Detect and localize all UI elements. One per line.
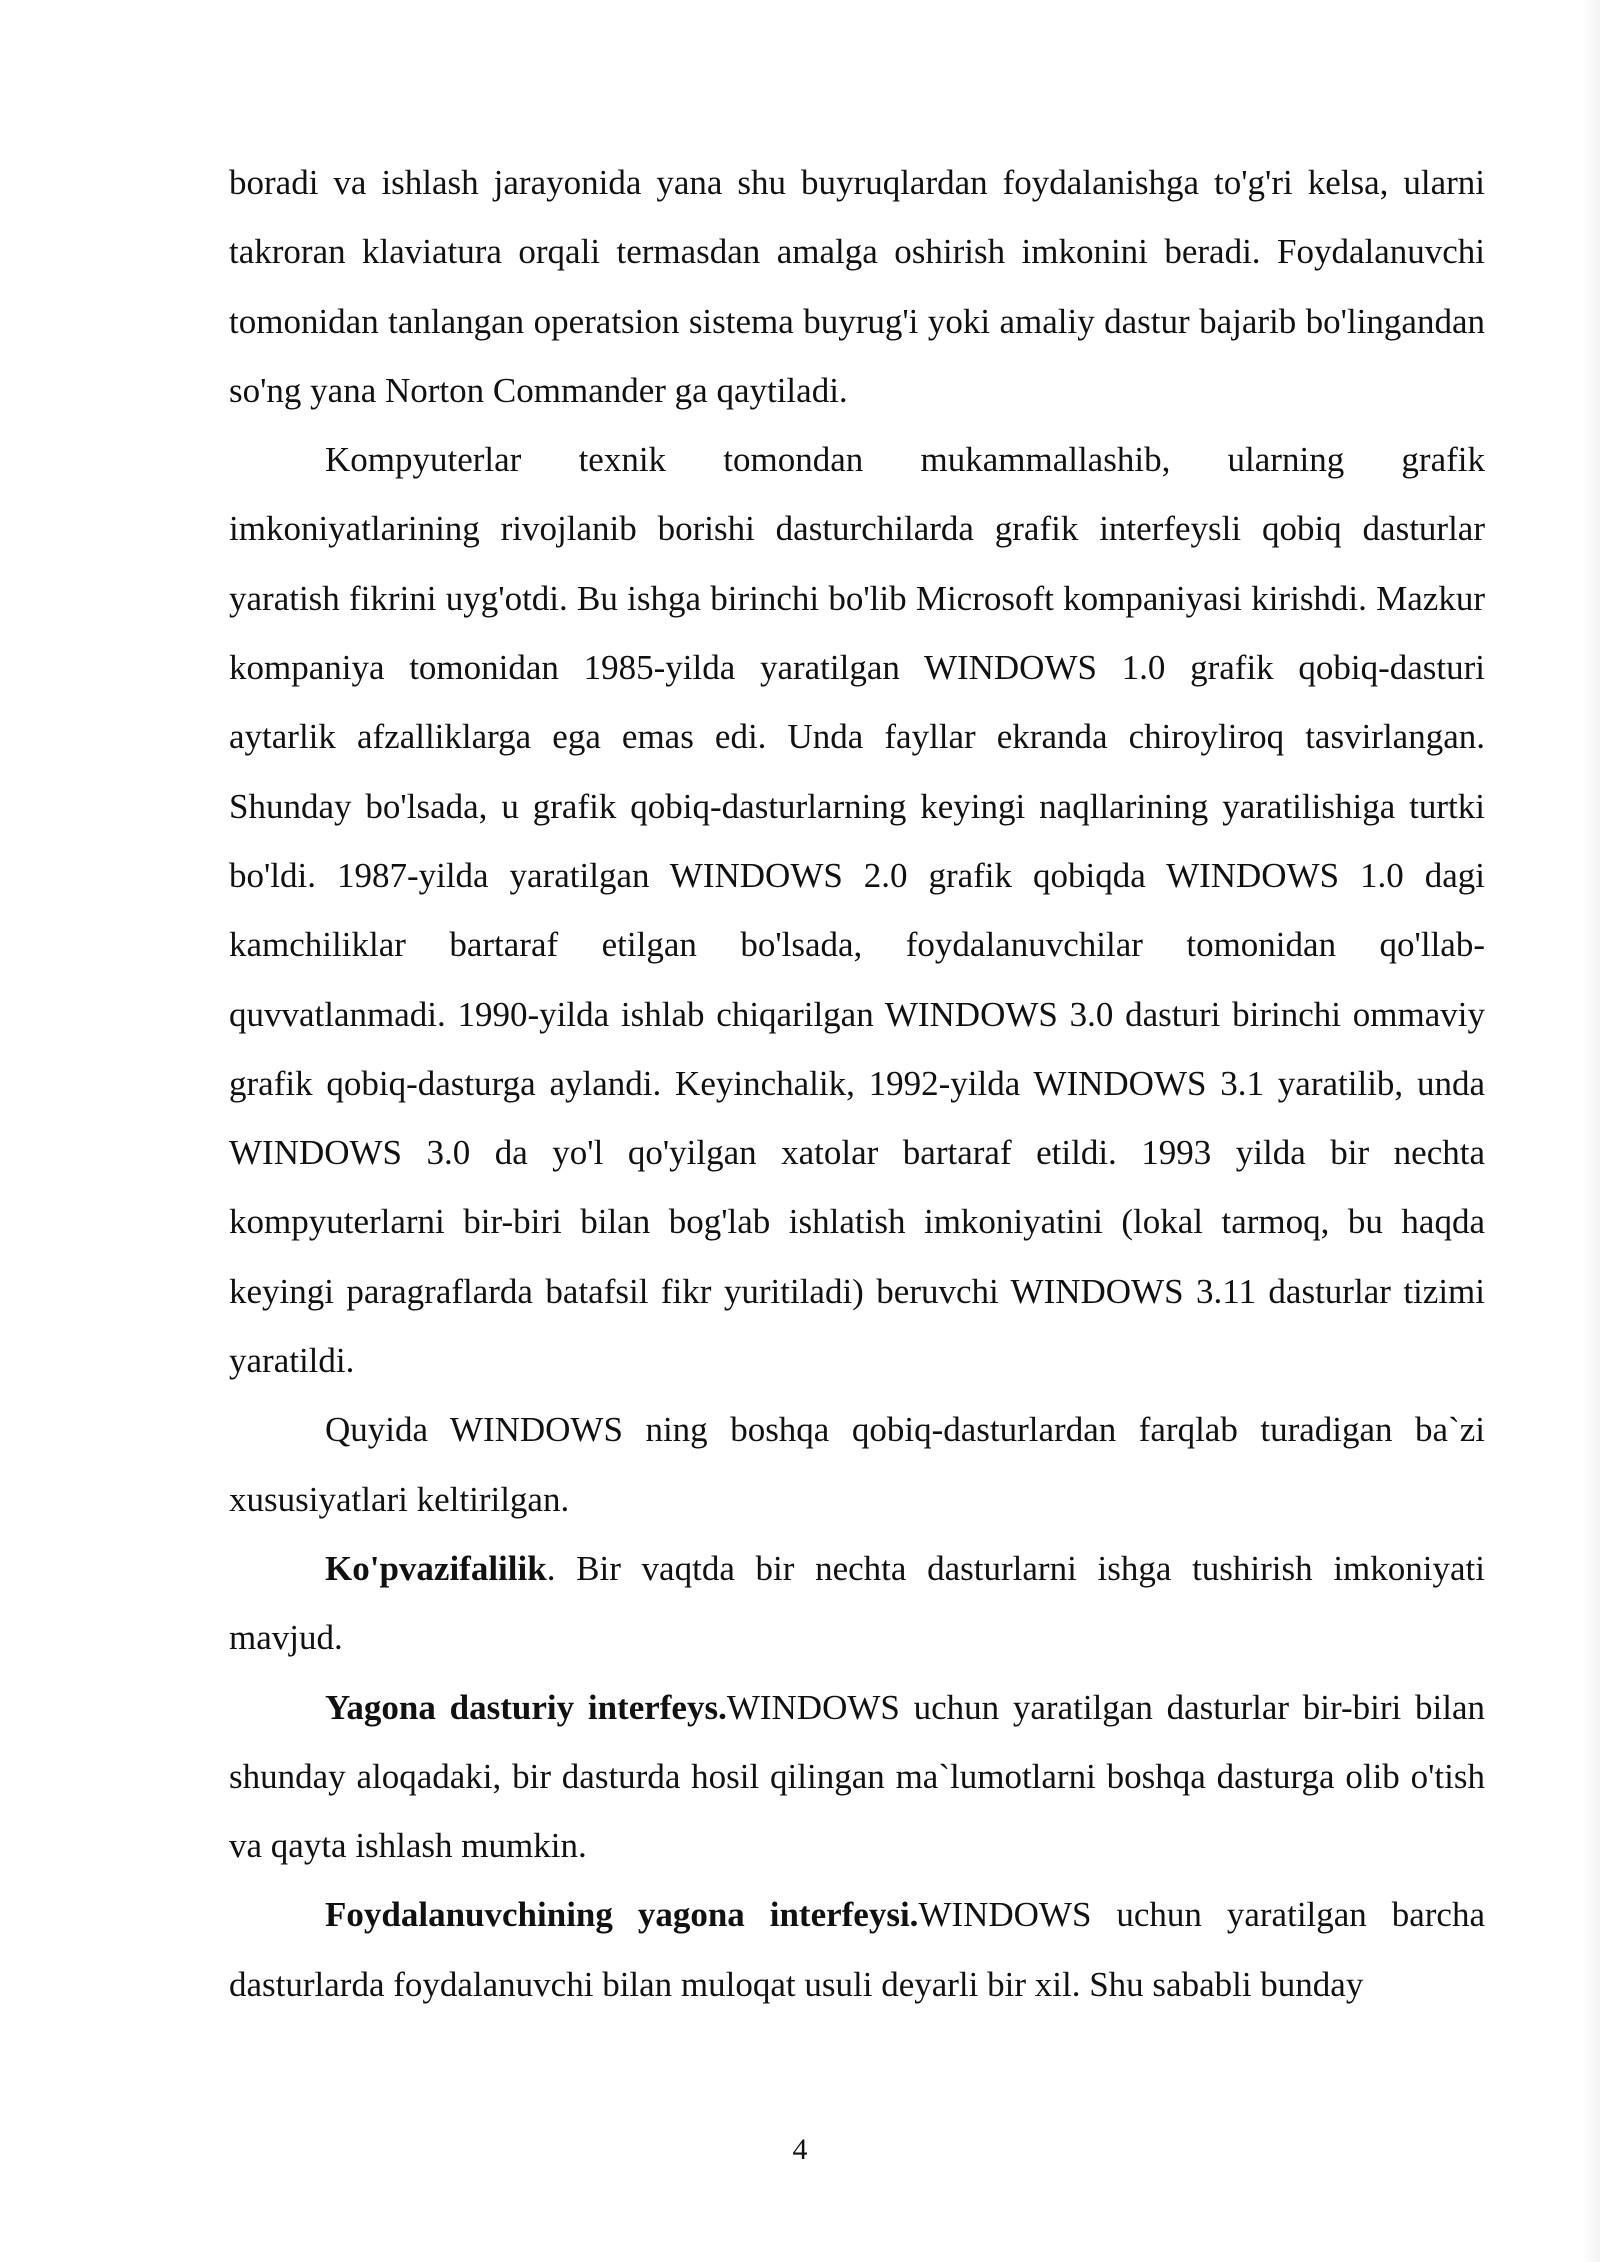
paragraph-3-text: Quyida WINDOWS ning boshqa qobiq-dasturlardan farqlab turadigan ba`zi xususiyatlari keltirilgan.	[229, 1410, 1485, 1519]
paragraph-3	[229, 1395, 1485, 1534]
paragraph-4	[229, 1534, 1485, 1673]
paragraph-2-text: Kompyuterlar texnik tomondan mukammallashib, ularning grafik imkoniyatlarining rivojlanib borishi dasturchilarda grafik interfeysli qobiq dasturlar yaratish fikrini uyg'otdi. Bu ishga birinchi bo'lib Microsoft kompaniyasi kirishdi. Mazkur kompaniya tomonidan 1985-yilda yaratilgan WINDOWS 1.0 grafik qobiq-dasturi aytarlik afzalliklarga ega emas edi. Unda fayllar ekranda chiroyliroq tasvirlangan. Shunday bo'lsada, u grafik qobiq-dasturlarning keyingi naqllarining yaratilishiga turtki bo'ldi. 1987-yilda yaratilgan WINDOWS 2.0 grafik qobiqda WINDOWS 1.0 dagi kamchiliklar bartaraf etilgan bo'lsada, foydalanuvchilar tomonidan qo'llab-quvvatlanmadi. 1990-yilda ishlab chiqarilgan WINDOWS 3.0 dasturi birinchi ommaviy grafik qobiq-dasturga aylandi. Keyinchalik, 1992-yilda WINDOWS 3.1 yaratilib, unda WINDOWS 3.0 da yo'l qo'yilgan xatolar bartaraf etildi. 1993 yilda bir nechta kompyuterlarni bir-biri bilan bog'lab ishlatish imkoniyatini (lokal tarmoq, bu haqda keyingi paragraflarda batafsil fikr yuritiladi) beruvchi WINDOWS 3.11 dasturlar tizimi yaratildi.	[229, 440, 1485, 1381]
paragraph-5-bold: Yagona dasturiy interfeys.	[325, 1687, 727, 1727]
page-edge-shadow	[1582, 0, 1600, 2262]
paragraph-6-bold: Foydalanuvchining yagona interfeysi.	[325, 1895, 919, 1935]
paragraph-6-text: WINDOWS uchun yaratilgan barcha dasturlarda foydalanuvchi bilan muloqat usuli deyarli bir xil. Shu sababli bunday	[229, 1895, 1486, 2004]
paragraph-2	[229, 425, 1485, 1395]
paragraph-1-text: boradi va ishlash jarayonida yana shu buyruqlardan foydalanishga to'g'ri kelsa, ularni takroran klaviatura orqali termasdan amalga oshirish imkonini beradi. Foydalanuvchi tomonidan tanlangan operatsion sistema buyrug'i yoki amaliy dastur bajarib bo'lingandan so'ng yana Norton Commander ga qaytiladi.	[229, 163, 1485, 410]
paragraph-1	[229, 148, 1485, 425]
text-body	[229, 148, 1485, 2019]
page-number: 4	[792, 2133, 808, 2166]
paragraph-5	[229, 1673, 1485, 1881]
paragraph-4-bold: Ko'pvazifalilik	[325, 1548, 547, 1588]
paragraph-6	[229, 1880, 1485, 2019]
paragraph-5-text: WINDOWS uchun yaratilgan dasturlar bir-biri bilan shunday aloqadaki, bir dasturda hosil qilingan ma`lumotlarni boshqa dasturga olib o'tish va qayta ishlash mumkin.	[229, 1687, 1485, 1866]
paragraph-4-text: . Bir vaqtda bir nechta dasturlarni ishga tushirish imkoniyati mavjud.	[229, 1548, 1485, 1658]
